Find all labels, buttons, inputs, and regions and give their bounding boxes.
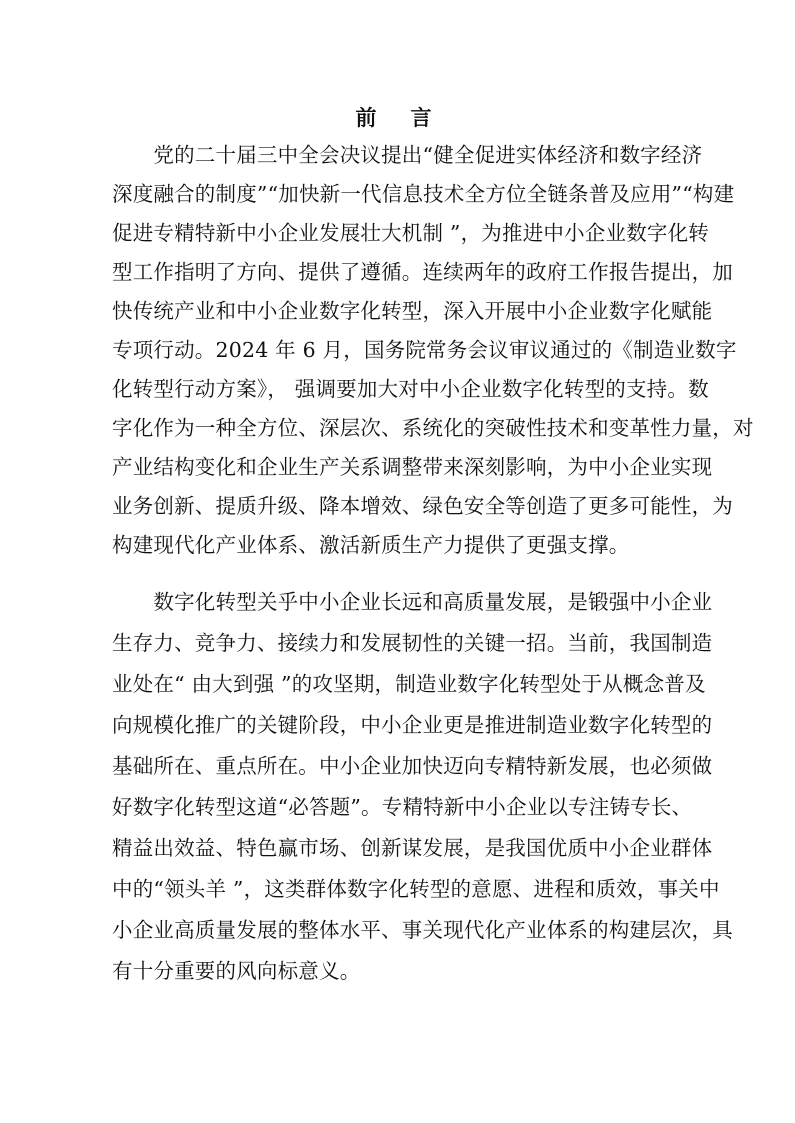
text-line: 专项行动。2024 年 6 月，国务院常务会议审议通过的《制造业数字	[112, 338, 737, 362]
text-line: 基础所在、重点所在。中小企业加快迈向专精特新发展，也必须做	[112, 754, 713, 778]
text-line: 生存力、竞争力、接续力和发展韧性的关键一招。当前，我国制造	[112, 631, 713, 655]
text-line: 字化作为一种全方位、深层次、系统化的突破性技术和变革性力量，对	[112, 416, 754, 440]
text-line: 向规模化推广的关键阶段，中小企业更是推进制造业数字化转型的	[112, 713, 713, 737]
text-line: 构建现代化产业体系、激活新质生产力提供了更强支撑。	[112, 533, 630, 557]
text-line: 型工作指明了方向、提供了遵循。连续两年的政府工作报告提出，加	[112, 260, 733, 284]
text-line: 化转型行动方案》， 强调要加大对中小企业数字化转型的支持。数	[112, 377, 709, 401]
text-line: 快传统产业和中小企业数字化转型，深入开展中小企业数字化赋能	[112, 299, 713, 323]
text-line: 党的二十届三中全会决议提出“健全促进实体经济和数字经济	[112, 143, 703, 167]
text-line: 业处在“ 由大到强 ”的攻坚期，制造业数字化转型处于从概念普及	[112, 672, 706, 696]
page-title-part-2: 言	[410, 105, 440, 130]
text-line: 好数字化转型这道“必答题”。专精特新中小企业以专注铸专长、	[112, 795, 693, 819]
text-line: 精益出效益、特色赢市场、创新谋发展，是我国优质中小企业群体	[112, 836, 713, 860]
text-line: 数字化转型关乎中小企业长远和高质量发展，是锻强中小企业	[112, 590, 713, 614]
text-line: 业务创新、提质升级、降本增效、绿色安全等创造了更多可能性，为	[112, 494, 733, 518]
text-line: 中的“领头羊 ”，这类群体数字化转型的意愿、进程和质效，事关中	[112, 877, 720, 901]
text-line: 小企业高质量发展的整体水平、事关现代化产业体系的构建层次，具	[112, 918, 733, 942]
page-title-part-1: 前	[355, 105, 385, 130]
text-line: 有十分重要的风向标意义。	[112, 959, 361, 983]
page-title	[0, 100, 795, 136]
text-line: 产业结构变化和企业生产关系调整带来深刻影响，为中小企业实现	[112, 455, 713, 479]
text-line: 深度融合的制度”“加快新一代信息技术全方位全链条普及应用”“构建	[112, 182, 735, 206]
text-line: 促进专精特新中小企业发展壮大机制 ”，为推进中小企业数字化转	[112, 221, 709, 245]
